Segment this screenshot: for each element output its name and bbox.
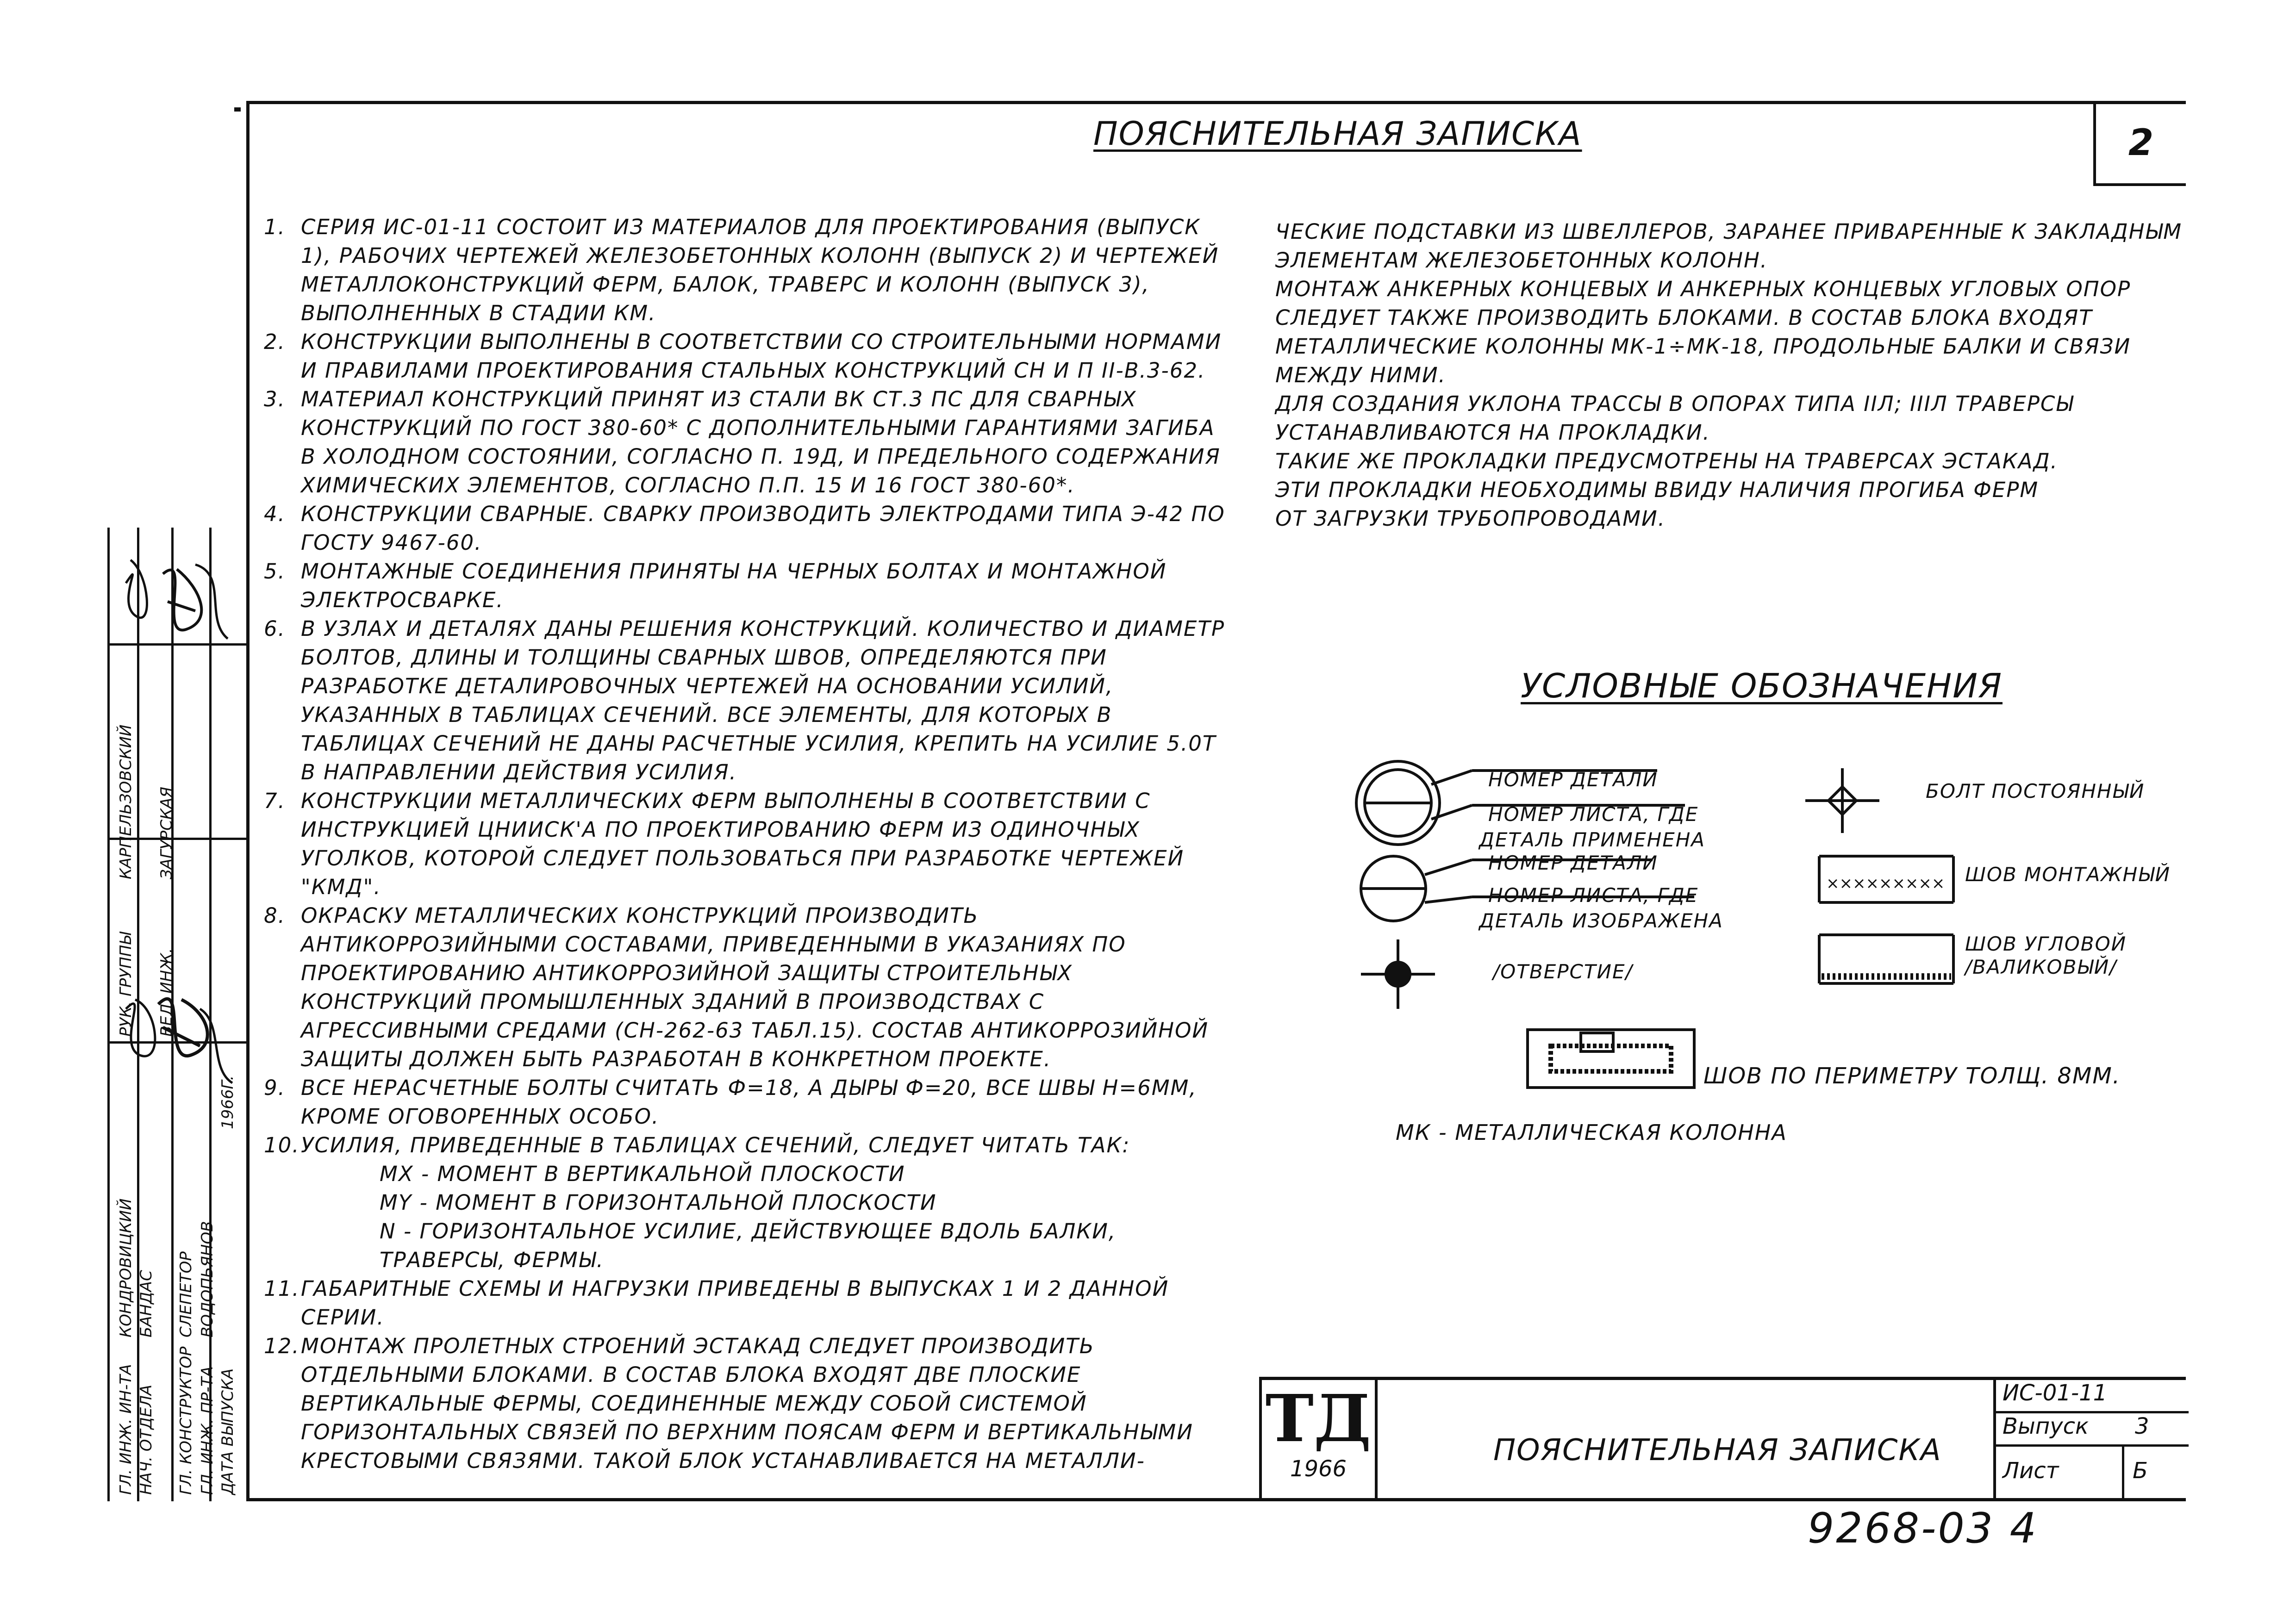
- sheet-label: Лист: [2003, 1458, 2059, 1484]
- title-block: [1259, 1377, 2186, 1501]
- note-text: МОНТАЖ ПРОЛЕТНЫХ СТРОЕНИЙ ЭСТАКАД СЛЕДУЕТ ПРОИЗВОДИТЬ ОТДЕЛЬНЫМИ БЛОКАМИ. В СОСТАВ БЛОКА ВХОДЯТ ДВЕ ПЛОСКИЕ ВЕРТИКАЛЬНЫЕ ФЕРМЫ, СОЕДИНЕННЫЕ МЕЖДУ СОБОЙ СИСТЕМОЙ ГОРИЗОНТАЛЬНЫХ СВЯЗЕЙ ПО ВЕРХНИМ ПОЯСАМ ФЕРМ И ВЕРТИКАЛЬНЫМИ КРЕСТОВЫМИ СВЯЗЯМИ. ТАКОЙ БЛОК УСТАНАВЛИВАЕТСЯ НА МЕТАЛЛИ-: [301, 1334, 1193, 1473]
- sig-name: КАРПЕЛЬЗОВСКИЙ: [117, 724, 135, 879]
- note-number: 9.: [264, 1076, 286, 1100]
- note-number: 12.: [264, 1334, 300, 1358]
- series-value: ИС-01-11: [2003, 1380, 2108, 1406]
- note-number: 6.: [264, 616, 286, 641]
- legend-field-weld: ШОВ МОНТАЖНЫЙ: [1965, 863, 2171, 886]
- legend-mk-note: МК - МЕТАЛЛИЧЕСКАЯ КОЛОННА: [1396, 1120, 1787, 1145]
- note-number: 5.: [264, 559, 286, 584]
- svg-text:×××××××××: ×××××××××: [1826, 874, 1945, 893]
- note-number: 1.: [264, 215, 286, 239]
- legend-bolt: БОЛТ ПОСТОЯННЫЙ: [1926, 780, 2145, 802]
- note-continuation-line: СЛЕДУЕТ ТАКЖЕ ПРОИЗВОДИТЬ БЛОКАМИ. В СОСТАВ БЛОКА ВХОДЯТ: [1275, 305, 2093, 330]
- sig-role: ДАТА ВЫПУСКА: [218, 1368, 237, 1495]
- note-continuation-line: УСТАНАВЛИВАЮТСЯ НА ПРОКЛАДКИ.: [1275, 420, 1710, 445]
- note-continuation-line: МЕТАЛЛИЧЕСКИЕ КОЛОННЫ МК-1÷МК-18, ПРОДОЛЬНЫЕ БАЛКИ И СВЯЗИ: [1275, 334, 2131, 359]
- note-number: 7.: [264, 789, 286, 813]
- issue-label: Выпуск: [2003, 1413, 2089, 1439]
- notes-left-column: [264, 213, 1236, 1475]
- note-text: СЕРИЯ ИС-01-11 СОСТОИТ ИЗ МАТЕРИАЛОВ ДЛЯ ПРОЕКТИРОВАНИЯ (ВЫПУСК 1), РАБОЧИХ ЧЕРТЕЖЕЙ ЖЕЛЕЗОБЕТОННЫХ КОЛОНН (ВЫПУСК 2) И ЧЕРТЕЖЕЙ МЕТАЛЛОКОНСТРУКЦИЙ ФЕРМ, БАЛОК, ТРАВЕРС И КОЛОНН (ВЫПУСК 3), ВЫПОЛНЕННЫХ В СТАДИИ КМ.: [301, 215, 1219, 325]
- note-item: [264, 1332, 1236, 1475]
- logo-letters: ТД: [1265, 1381, 1372, 1457]
- notes-right-column: [1275, 218, 2183, 533]
- note-continuation-line: ЧЕСКИЕ ПОДСТАВКИ ИЗ ШВЕЛЛЕРОВ, ЗАРАНЕЕ ПРИВАРЕННЫЕ К ЗАКЛАДНЫМ: [1275, 219, 2183, 244]
- note-continuation-line: МОНТАЖ АНКЕРНЫХ КОНЦЕВЫХ И АНКЕРНЫХ КОНЦЕВЫХ УГЛОВЫХ ОПОР: [1275, 277, 2131, 301]
- logo-year: 1966: [1290, 1456, 1347, 1482]
- note-item: [264, 213, 1236, 328]
- note-item: [264, 328, 1236, 385]
- signature-scribbles: [107, 546, 246, 1125]
- legend-sheet-applied-1: НОМЕР ЛИСТА, ГДЕ: [1488, 803, 1699, 826]
- note-subline: MY - МОМЕНТ В ГОРИЗОНТАЛЬНОЙ ПЛОСКОСТИ: [380, 1190, 937, 1215]
- sig-name: ЗАГУРСКАЯ: [157, 787, 176, 879]
- note-item: [264, 902, 1236, 1074]
- series-code: [1996, 1380, 2189, 1413]
- document-name: ПОЯСНИТЕЛЬНАЯ ЗАПИСКА: [1493, 1433, 1942, 1468]
- note-number: 2.: [264, 330, 286, 354]
- note-number: 11.: [264, 1276, 300, 1301]
- note-item: [264, 615, 1236, 787]
- legend-title: УСЛОВНЫЕ ОБОЗНАЧЕНИЯ: [1521, 666, 2003, 705]
- note-text: МАТЕРИАЛ КОНСТРУКЦИЙ ПРИНЯТ ИЗ СТАЛИ ВК СТ.3 ПС ДЛЯ СВАРНЫХ КОНСТРУКЦИЙ ПО ГОСТ 380-60* С ДОПОЛНИТЕЛЬНЫМИ ГАРАНТИЯМИ ЗАГИБА В ХОЛОДНОМ СОСТОЯНИИ, СОГЛАСНО П. 19Д, И ПРЕДЕЛЬНОГО СОДЕРЖАНИЯ ХИМИЧЕСКИХ ЭЛЕМЕНТОВ, СОГЛАСНО П.П. 15 И 16 ГОСТ 380-60*.: [301, 387, 1221, 497]
- note-item: [264, 1275, 1236, 1332]
- note-number: 8.: [264, 903, 286, 928]
- note-continuation-line: ДЛЯ СОЗДАНИЯ УКЛОНА ТРАССЫ В ОПОРАХ ТИПА IIЛ; IIIЛ ТРАВЕРСЫ: [1275, 392, 2074, 416]
- note-item: [264, 1131, 1236, 1275]
- sheet-number: 2: [2128, 122, 2154, 164]
- legend-hole: /ОТВЕРСТИЕ/: [1493, 960, 1633, 983]
- legend-sheet-drawn-1: НОМЕР ЛИСТА, ГДЕ: [1488, 884, 1699, 907]
- sig-name: ВОДОПЬЯНОВ: [198, 1221, 217, 1337]
- hole-symbol: [1361, 939, 1435, 1009]
- legend-perimeter-weld: ШОВ ПО ПЕРИМЕТРУ ТОЛЩ. 8ММ.: [1703, 1063, 2121, 1089]
- note-continuation-line: ТАКИЕ ЖЕ ПРОКЛАДКИ ПРЕДУСМОТРЕНЫ НА ТРАВЕРСАХ ЭСТАКАД.: [1275, 449, 2058, 473]
- sig-name: СЛЕПЕТОР: [177, 1251, 195, 1337]
- note-number: 4.: [264, 502, 286, 526]
- note-item: [264, 557, 1236, 615]
- sig-role: РУК. ГРУППЫ: [117, 932, 135, 1037]
- legend-symbols: [1333, 750, 2185, 1111]
- sig-role: ГЛ. ИНЖ. ПР-ТА: [198, 1366, 217, 1495]
- note-subline: N - ГОРИЗОНТАЛЬНОЕ УСИЛИЕ, ДЕЙСТВУЮЩЕЕ ВДОЛЬ БАЛКИ, ТРАВЕРСЫ, ФЕРМЫ.: [380, 1219, 1117, 1272]
- note-text: КОНСТРУКЦИИ СВАРНЫЕ. СВАРКУ ПРОИЗВОДИТЬ ЭЛЕКТРОДАМИ ТИПА Э-42 ПО ГОСТУ 9467-60.: [301, 502, 1225, 555]
- note-number: 3.: [264, 387, 286, 411]
- note-text: ОКРАСКУ МЕТАЛЛИЧЕСКИХ КОНСТРУКЦИЙ ПРОИЗВОДИТЬ АНТИКОРРОЗИЙНЫМИ СОСТАВАМИ, ПРИВЕДЕННЫМИ В УКАЗАНИЯХ ПО ПРОЕКТИРОВАНИЮ АНТИКОРРОЗИЙНОЙ ЗАЩИТЫ СТРОИТЕЛЬНЫХ КОНСТРУКЦИЙ ПРОМЫШЛЕННЫХ ЗДАНИЙ В ПРОИЗВОДСТВАХ С АГРЕССИВНЫМИ СРЕДАМИ (СН-262-63 ТАБЛ.15). СОСТАВ АНТИКОРРОЗИЙНОЙ ЗАЩИТЫ ДОЛЖЕН БЫТЬ РАЗРАБОТАН В КОНКРЕТНОМ ПРОЕКТЕ.: [301, 903, 1209, 1071]
- note-text: МОНТАЖНЫЕ СОЕДИНЕНИЯ ПРИНЯТЫ НА ЧЕРНЫХ БОЛТАХ И МОНТАЖНОЙ ЭЛЕКТРОСВАРКЕ.: [301, 559, 1167, 612]
- legend-sheet-applied-2: ДЕТАЛЬ ПРИМЕНЕНА: [1479, 828, 1706, 851]
- sig-role: НАЧ. ОТДЕЛА: [137, 1384, 156, 1495]
- page-title: ПОЯСНИТЕЛЬНАЯ ЗАПИСКА: [1093, 115, 1582, 153]
- legend-sheet-drawn-2: ДЕТАЛЬ ИЗОБРАЖЕНА: [1479, 909, 1723, 932]
- note-item: [264, 385, 1236, 500]
- note-continuation-line: ЭЛЕМЕНТАМ ЖЕЛЕЗОБЕТОННЫХ КОЛОНН.: [1275, 248, 1768, 273]
- note-text: УСИЛИЯ, ПРИВЕДЕННЫЕ В ТАБЛИЦАХ СЕЧЕНИЙ, СЛЕДУЕТ ЧИТАТЬ ТАК:: [301, 1133, 1130, 1157]
- note-number: 10.: [264, 1133, 300, 1157]
- sig-name: КОНДРОВИЦКИЙ: [117, 1198, 135, 1337]
- legend-detail-number: НОМЕР ДЕТАЛИ: [1488, 768, 1658, 791]
- note-text: ГАБАРИТНЫЕ СХЕМЫ И НАГРУЗКИ ПРИВЕДЕНЫ В ВЫПУСКАХ 1 И 2 ДАННОЙ СЕРИИ.: [301, 1276, 1169, 1330]
- archive-number: 9268-03 4: [1808, 1504, 2038, 1553]
- sig-role: ГЛ. ИНЖ. ИН-ТА: [117, 1364, 135, 1495]
- note-continuation-line: ОТ ЗАГРУЗКИ ТРУБОПРОВОДАМИ.: [1275, 506, 1666, 531]
- legend-fillet-weld-1: ШОВ УГЛОВОЙ: [1965, 933, 2127, 955]
- field-weld-symbol: [1819, 856, 1953, 902]
- stamp-separator: [2122, 1447, 2124, 1501]
- note-text: КОНСТРУКЦИИ ВЫПОЛНЕНЫ В СООТВЕТСТВИИ СО СТРОИТЕЛЬНЫМИ НОРМАМИ И ПРАВИЛАМИ ПРОЕКТИРОВАНИЯ СТАЛЬНЫХ КОНСТРУКЦИЙ СН И П II-В.3-62.: [301, 330, 1222, 383]
- perimeter-weld-symbol: [1528, 1030, 1694, 1088]
- note-text: КОНСТРУКЦИИ МЕТАЛЛИЧЕСКИХ ФЕРМ ВЫПОЛНЕНЫ В СООТВЕТСТВИИ С ИНСТРУКЦИЕЙ ЦНИИСК'А ПО ПРОЕКТИРОВАНИЮ ФЕРМ ИЗ ОДИНОЧНЫХ УГОЛКОВ, КОТОРОЙ СЛЕДУЕТ ПОЛЬЗОВАТЬСЯ ПРИ РАЗРАБОТКЕ ЧЕРТЕЖЕЙ "КМД".: [301, 789, 1185, 899]
- issue-row: [1996, 1413, 2189, 1447]
- stamp-info: [1993, 1380, 2186, 1501]
- sheet-row: [1996, 1447, 2189, 1501]
- org-logo: [1262, 1380, 1378, 1501]
- sig-role: ГЛ. КОНСТРУКТОР: [177, 1346, 195, 1495]
- note-continuation-line: МЕЖДУ НИМИ.: [1275, 363, 1446, 387]
- note-item: [264, 787, 1236, 902]
- corner-mark: [234, 107, 241, 112]
- sig-date: 1966Г.: [218, 1075, 237, 1129]
- note-item: [264, 500, 1236, 557]
- sheet-number-box: [2093, 103, 2186, 186]
- note-item: [264, 1074, 1236, 1131]
- sig-name: БАНДАС: [137, 1270, 156, 1337]
- bolt-symbol: [1805, 768, 1879, 833]
- note-continuation-line: ЭТИ ПРОКЛАДКИ НЕОБХОДИМЫ ВВИДУ НАЛИЧИЯ ПРОГИБА ФЕРМ: [1275, 478, 2039, 502]
- note-subline: MX - МОМЕНТ В ВЕРТИКАЛЬНОЙ ПЛОСКОСТИ: [380, 1162, 905, 1186]
- sheet-value: Б: [2133, 1458, 2148, 1484]
- fillet-weld-symbol: [1819, 935, 1953, 983]
- issue-value: 3: [2135, 1413, 2149, 1439]
- legend-detail-number-2: НОМЕР ДЕТАЛИ: [1488, 852, 1658, 874]
- legend-fillet-weld-2: /ВАЛИКОВЫЙ/: [1965, 956, 2117, 978]
- note-text: В УЗЛАХ И ДЕТАЛЯХ ДАНЫ РЕШЕНИЯ КОНСТРУКЦИЙ. КОЛИЧЕСТВО И ДИАМЕТР БОЛТОВ, ДЛИНЫ И ТОЛЩИНЫ СВАРНЫХ ШВОВ, ОПРЕДЕЛЯЮТСЯ ПРИ РАЗРАБОТКЕ ДЕТАЛИРОВОЧНЫХ ЧЕРТЕЖЕЙ НА ОСНОВАНИИ УСИЛИЙ, УКАЗАННЫХ В ТАБЛИЦАХ СЕЧЕНИЙ. ВСЕ ЭЛЕМЕНТЫ, ДЛЯ КОТОРЫХ В ТАБЛИЦАХ СЕЧЕНИЙ НЕ ДАНЫ РАСЧЕТНЫЕ УСИЛИЯ, КРЕПИТЬ НА УСИЛИЕ 5.0Т В НАПРАВЛЕНИИ ДЕЙСТВИЯ УСИЛИЯ.: [301, 616, 1225, 784]
- note-text: ВСЕ НЕРАСЧЕТНЫЕ БОЛТЫ СЧИТАТЬ Ф=18, А ДЫРЫ Ф=20, ВСЕ ШВЫ H=6ММ, КРОМЕ ОГОВОРЕННЫХ ОСОБО.: [301, 1076, 1197, 1129]
- sig-role: ВЕД. ИНЖ.: [157, 948, 176, 1037]
